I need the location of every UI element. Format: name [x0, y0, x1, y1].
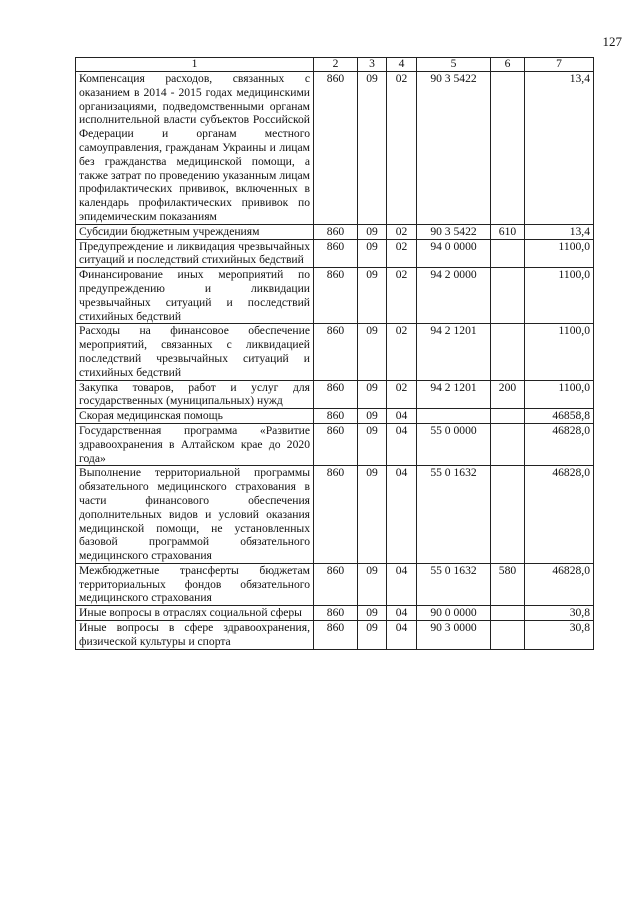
amount: 30,8	[525, 621, 594, 650]
ministry-code: 860	[314, 606, 358, 621]
table-row	[76, 621, 594, 650]
amount: 46858,8	[525, 409, 594, 424]
section-code: 09	[358, 423, 387, 465]
subsection-code: 02	[387, 239, 417, 268]
section-code: 09	[358, 380, 387, 409]
amount: 46828,0	[525, 423, 594, 465]
row-name: Межбюджетные трансферты бюджетам территориальных фондов обязательного медицинского страхования	[76, 563, 314, 605]
header-cell: 6	[491, 58, 525, 72]
section-code: 09	[358, 239, 387, 268]
row-name: Расходы на финансовое обеспечение мероприятий, связанных с ликвидацией последствий чрезвычайных ситуаций и стихийных бедствий	[76, 324, 314, 380]
row-name: Финансирование иных мероприятий по предупреждению и ликвидации чрезвычайных ситуаций и последствий стихийных бедствий	[76, 268, 314, 324]
amount: 1100,0	[525, 380, 594, 409]
subsection-code: 02	[387, 380, 417, 409]
expense-type-code	[491, 606, 525, 621]
amount: 30,8	[525, 606, 594, 621]
target-code	[417, 409, 491, 424]
ministry-code: 860	[314, 563, 358, 605]
target-code: 94 2 0000	[417, 268, 491, 324]
header-cell: 2	[314, 58, 358, 72]
ministry-code: 860	[314, 239, 358, 268]
row-name: Государственная программа «Развитие здравоохранения в Алтайском крае до 2020 года»	[76, 423, 314, 465]
expense-type-code	[491, 466, 525, 564]
expense-type-code	[491, 409, 525, 424]
subsection-code: 02	[387, 72, 417, 225]
ministry-code: 860	[314, 268, 358, 324]
table-row	[76, 72, 594, 225]
section-code: 09	[358, 268, 387, 324]
target-code: 94 2 1201	[417, 380, 491, 409]
table-row	[76, 239, 594, 268]
section-code: 09	[358, 466, 387, 564]
section-code: 09	[358, 72, 387, 225]
section-code: 09	[358, 224, 387, 239]
subsection-code: 02	[387, 224, 417, 239]
section-code: 09	[358, 621, 387, 650]
amount: 46828,0	[525, 563, 594, 605]
section-code: 09	[358, 563, 387, 605]
section-code: 09	[358, 324, 387, 380]
amount: 13,4	[525, 72, 594, 225]
row-name: Выполнение территориальной программы обязательного медицинского страхования в части финансового обеспечения дополнительных видов и условий оказания медицинской помощи, не установленных базовой программой обязательного медицинского страхования	[76, 466, 314, 564]
ministry-code: 860	[314, 423, 358, 465]
subsection-code: 04	[387, 466, 417, 564]
target-code: 90 0 0000	[417, 606, 491, 621]
ministry-code: 860	[314, 324, 358, 380]
expense-type-code: 200	[491, 380, 525, 409]
header-cell: 4	[387, 58, 417, 72]
ministry-code: 860	[314, 409, 358, 424]
amount: 1100,0	[525, 239, 594, 268]
table-row	[76, 380, 594, 409]
row-name: Иные вопросы в сфере здравоохранения, физической культуры и спорта	[76, 621, 314, 650]
target-code: 55 0 0000	[417, 423, 491, 465]
ministry-code: 860	[314, 224, 358, 239]
target-code: 90 3 5422	[417, 72, 491, 225]
table-row	[76, 563, 594, 605]
target-code: 55 0 1632	[417, 563, 491, 605]
target-code: 90 3 5422	[417, 224, 491, 239]
expense-type-code	[491, 621, 525, 650]
row-name: Компенсация расходов, связанных с оказанием в 2014 - 2015 годах медицинскими организациями, подведомственными органам исполнительной власти субъектов Российской Федерации и органам местного самоуправления, гражданам Украины и лицам без гражданства медицинской помощи, а также затрат по проведению указанным лицам профилактических прививок, включенных в календарь профилактических прививок по эпидемическим показаниям	[76, 72, 314, 225]
expense-type-code	[491, 324, 525, 380]
target-code: 55 0 1632	[417, 466, 491, 564]
target-code: 94 2 1201	[417, 324, 491, 380]
amount: 1100,0	[525, 324, 594, 380]
expense-type-code: 580	[491, 563, 525, 605]
subsection-code: 02	[387, 268, 417, 324]
subsection-code: 04	[387, 409, 417, 424]
table-row	[76, 423, 594, 465]
page-number: 127	[602, 34, 622, 49]
amount: 13,4	[525, 224, 594, 239]
ministry-code: 860	[314, 72, 358, 225]
row-name: Иные вопросы в отраслях социальной сферы	[76, 606, 314, 621]
expense-type-code: 610	[491, 224, 525, 239]
table-row	[76, 466, 594, 564]
row-name: Закупка товаров, работ и услуг для государственных (муниципальных) нужд	[76, 380, 314, 409]
ministry-code: 860	[314, 466, 358, 564]
subsection-code: 02	[387, 324, 417, 380]
section-code: 09	[358, 409, 387, 424]
row-name: Предупреждение и ликвидация чрезвычайных ситуаций и последствий стихийных бедствий	[76, 239, 314, 268]
table-row	[76, 409, 594, 424]
amount: 46828,0	[525, 466, 594, 564]
header-cell: 1	[76, 58, 314, 72]
subsection-code: 04	[387, 563, 417, 605]
expense-type-code	[491, 268, 525, 324]
section-code: 09	[358, 606, 387, 621]
row-name: Субсидии бюджетным учреждениям	[76, 224, 314, 239]
header-cell: 3	[358, 58, 387, 72]
ministry-code: 860	[314, 380, 358, 409]
row-name: Скорая медицинская помощь	[76, 409, 314, 424]
amount: 1100,0	[525, 268, 594, 324]
expense-type-code	[491, 72, 525, 225]
subsection-code: 04	[387, 621, 417, 650]
table-row	[76, 268, 594, 324]
subsection-code: 04	[387, 606, 417, 621]
table-row	[76, 224, 594, 239]
budget-table	[75, 57, 594, 650]
target-code: 90 3 0000	[417, 621, 491, 650]
header-row	[76, 58, 594, 72]
table-row	[76, 324, 594, 380]
expense-type-code	[491, 239, 525, 268]
header-cell: 7	[525, 58, 594, 72]
table-row	[76, 606, 594, 621]
expense-type-code	[491, 423, 525, 465]
target-code: 94 0 0000	[417, 239, 491, 268]
ministry-code: 860	[314, 621, 358, 650]
subsection-code: 04	[387, 423, 417, 465]
header-cell: 5	[417, 58, 491, 72]
